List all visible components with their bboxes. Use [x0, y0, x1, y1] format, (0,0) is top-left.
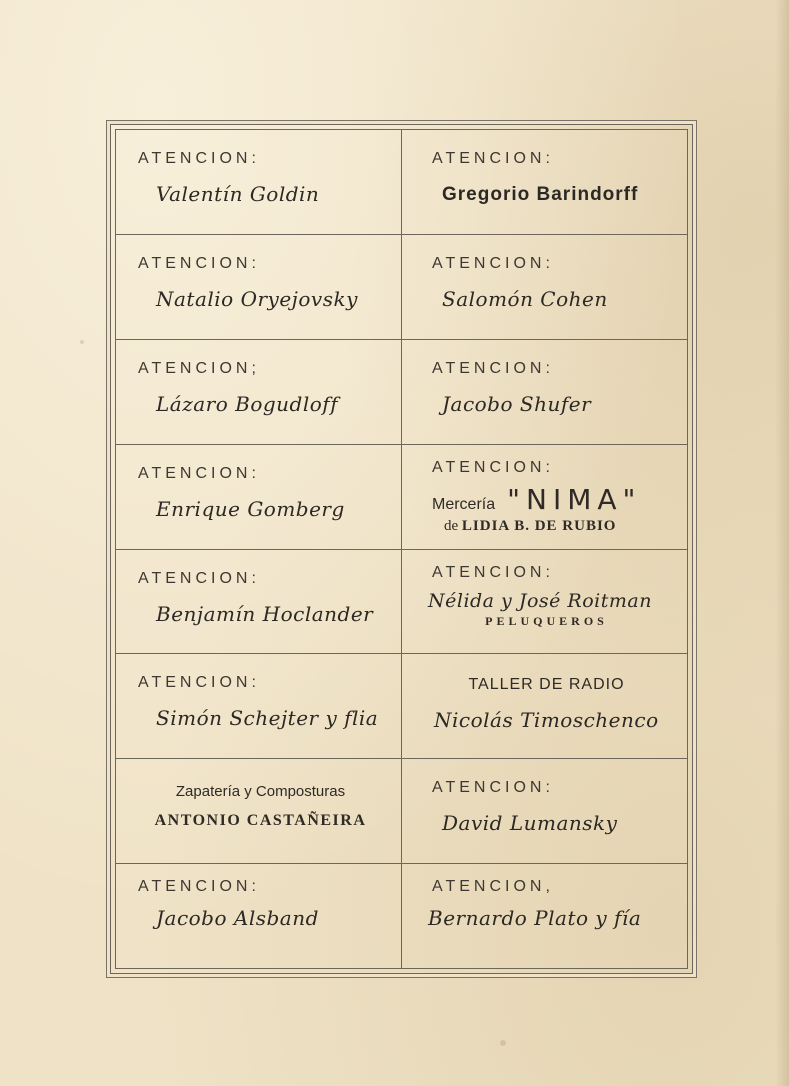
ad-cell-simon-schejter: [116, 654, 402, 759]
ad-cell-bernardo-plato: [402, 864, 688, 969]
ad-cell-taller-de-radio: [402, 654, 688, 759]
ad-cell-gregorio-barindorff: [402, 130, 688, 235]
ad-name: Nélida y José Roitman: [428, 589, 652, 612]
ad-heading: ATENCION,: [432, 878, 554, 896]
ad-name: Bernardo Plato y fía: [428, 906, 642, 931]
paper-stain: [80, 340, 84, 344]
ad-cell-jacobo-alsband: [116, 864, 402, 969]
ad-name: David Lumansky: [442, 811, 618, 836]
advertisement-grid: [115, 129, 688, 969]
ad-heading: ATENCION:: [138, 150, 260, 167]
ad-cell-lazaro-bogudloff: [116, 340, 402, 445]
ad-name: Gregorio Barindorff: [442, 184, 639, 205]
ad-cell-enrique-gomberg: [116, 445, 402, 550]
ad-name: Valentín Goldin: [156, 182, 320, 206]
ad-heading: ATENCION:: [138, 569, 260, 587]
advertisement-grid-frame: [110, 124, 693, 974]
ad-name: Benjamín Hoclander: [156, 601, 374, 626]
ad-owner-name: ANTONIO CASTAÑEIRA: [154, 812, 367, 830]
ad-heading: ATENCION:: [138, 674, 260, 692]
ad-cell-natalio-oryejovsky: [116, 235, 402, 340]
ad-heading: ATENCION:: [432, 150, 554, 167]
brand-logo-nima: "NIMA": [507, 482, 642, 516]
ad-cell-zapateria-castaneira: [116, 759, 402, 864]
ad-heading: ATENCION:: [432, 254, 554, 272]
paper-stain: [500, 1040, 506, 1046]
owner-line: [444, 518, 669, 535]
ad-heading: TALLER DE RADIO: [468, 676, 625, 694]
ad-business-line: Zapatería y Composturas: [175, 783, 346, 801]
ad-cell-roitman-peluqueros: [402, 550, 688, 655]
ad-name: Salomón Cohen: [442, 286, 608, 311]
ad-cell-salomon-cohen: [402, 235, 688, 340]
ad-heading: ATENCION:: [138, 878, 260, 896]
ad-heading: ATENCION:: [432, 359, 554, 377]
ad-heading: ATENCION;: [138, 359, 260, 377]
ad-name: Jacobo Alsband: [156, 906, 319, 931]
ad-cell-merceria-nima: [402, 445, 688, 550]
merceria-label: Mercería: [432, 495, 496, 513]
page-edge-shadow: [775, 0, 789, 1086]
ad-cell-benjamin-hoclander: [116, 550, 402, 655]
ad-cell-jacobo-shufer: [402, 340, 688, 445]
ad-heading: ATENCION:: [138, 464, 260, 482]
ad-name: Enrique Gomberg: [156, 496, 345, 521]
ad-subtitle: PELUQUEROS: [485, 613, 608, 628]
ad-cell-valentin-goldin: [116, 130, 402, 235]
ad-name: Simón Schejter y flia: [156, 706, 379, 731]
merceria-line: [432, 483, 669, 516]
ad-cell-david-lumansky: [402, 759, 688, 864]
owner-name: LIDIA B. DE RUBIO: [461, 517, 617, 534]
ad-heading: ATENCION:: [432, 458, 554, 476]
ad-name: Natalio Oryejovsky: [156, 286, 358, 311]
owner-prefix: de: [444, 517, 459, 534]
ad-heading: ATENCION:: [138, 254, 260, 272]
ad-name: Jacobo Shufer: [442, 391, 592, 416]
ad-heading: ATENCION:: [432, 563, 554, 581]
ad-name: Lázaro Bogudloff: [156, 391, 339, 416]
ad-name: Nicolás Timoschenco: [434, 708, 659, 733]
ad-heading: ATENCION:: [432, 779, 554, 797]
